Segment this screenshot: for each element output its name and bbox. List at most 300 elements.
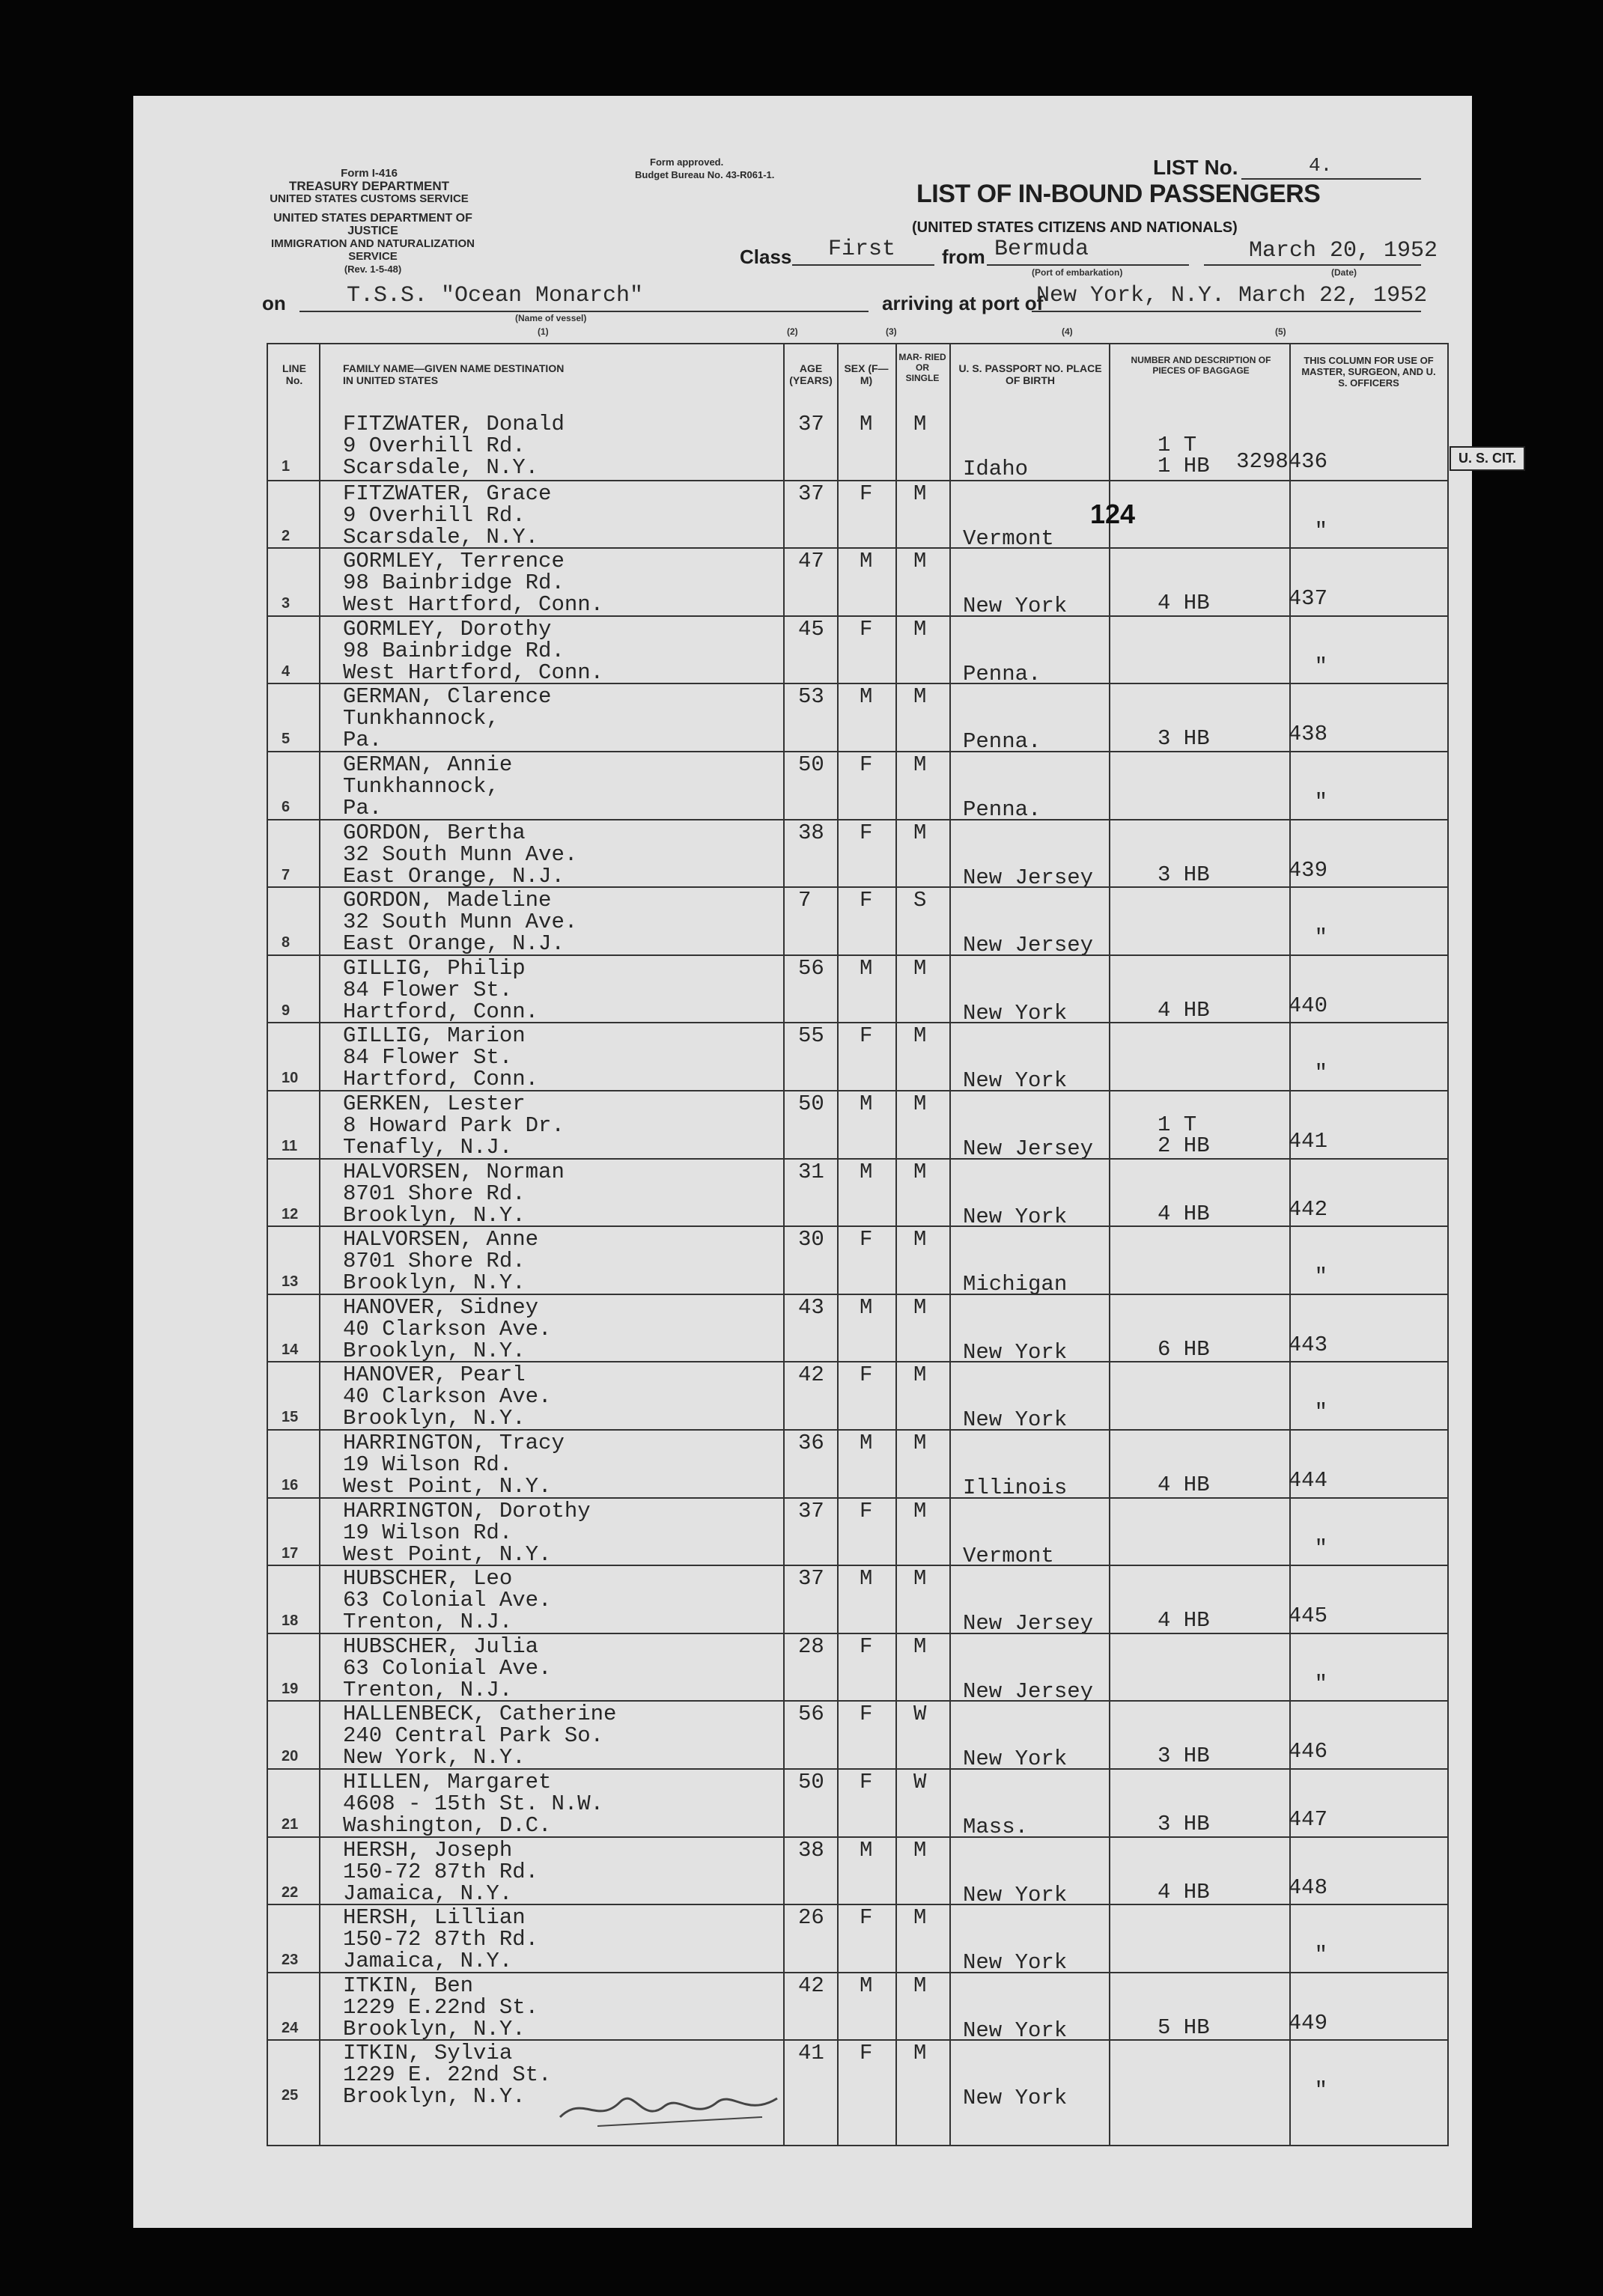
address-street: 32 South Munn Ave.	[343, 841, 578, 867]
line-number: 6	[282, 799, 291, 815]
sex-value: F	[860, 1498, 873, 1523]
marital-value: M	[913, 2041, 927, 2066]
table-row	[268, 954, 1447, 1026]
from-label: from	[942, 246, 985, 268]
header-passport: U. S. PASSPORT NO. PLACE OF BIRTH	[958, 362, 1102, 386]
officer-entry: "	[1314, 790, 1327, 814]
address-city: Tenafly, N.J.	[343, 1135, 513, 1160]
baggage-line2: 2 HB	[1158, 1133, 1210, 1158]
age-value: 7	[798, 888, 812, 913]
table-row	[268, 1158, 1447, 1227]
line-number: 11	[282, 1138, 298, 1154]
table-row	[268, 1633, 1447, 1702]
age-value: 37	[798, 1498, 824, 1523]
birthplace: New Jersey	[963, 933, 1094, 958]
age-value: 37	[798, 481, 824, 506]
sex-value: M	[860, 684, 873, 710]
table-row	[268, 1836, 1447, 1905]
table-row	[268, 1225, 1447, 1297]
line-number: 21	[282, 1816, 299, 1833]
birthplace: New York	[963, 2086, 1068, 2111]
marital-value: S	[913, 888, 927, 913]
birthplace: Vermont	[963, 1543, 1054, 1568]
age-value: 30	[798, 1227, 824, 1252]
marital-value: M	[913, 1566, 927, 1592]
budget-bureau: Budget Bureau No. 43-R061-1.	[635, 169, 775, 180]
sex-value: F	[860, 616, 873, 642]
sex-value: M	[860, 1973, 873, 1998]
age-value: 45	[798, 616, 824, 642]
marital-value: M	[913, 549, 927, 574]
list-no-label: LIST No.	[1153, 156, 1238, 179]
sex-value: M	[860, 412, 873, 436]
header-sex: SEX (F—M)	[844, 362, 889, 386]
address-city: Brooklyn, N.Y.	[343, 1406, 526, 1431]
line-number: 7	[282, 866, 291, 883]
birthplace: Vermont	[963, 526, 1054, 551]
address-street: 84 Flower St.	[343, 977, 513, 1002]
passenger-name: GILLIG, Marion	[343, 1023, 526, 1049]
baggage-line2: 1 HB	[1158, 454, 1210, 478]
address-street: 8701 Shore Rd.	[343, 1181, 526, 1206]
line-number: 25	[282, 2087, 299, 2104]
address-street: 9 Overhill Rd.	[343, 502, 526, 528]
marital-value: M	[913, 1159, 927, 1184]
birthplace: New York	[963, 1068, 1068, 1094]
marital-value: M	[913, 1905, 927, 1931]
header-baggage: NUMBER AND DESCRIPTION OF PIECES OF BAGGAGE	[1131, 355, 1271, 376]
line-number: 23	[282, 1952, 299, 1969]
address-street: 40 Clarkson Ave.	[343, 1384, 552, 1410]
vessel-caption: (Name of vessel)	[515, 313, 587, 323]
birthplace: Michigan	[963, 1272, 1068, 1297]
manifest-page	[133, 96, 1517, 2228]
header-officers: THIS COLUMN FOR USE OF MASTER, SURGEON, AND U. S. OFFICERS	[1301, 355, 1436, 389]
passenger-name: HERSH, Lillian	[343, 1905, 526, 1931]
table-row	[268, 615, 1447, 684]
officer-entry: "	[1314, 518, 1327, 543]
col-num-2: (2)	[787, 326, 798, 337]
age-value: 42	[798, 1973, 824, 1998]
justice-department: UNITED STATES DEPARTMENT OF JUSTICE	[273, 212, 472, 237]
customs-service: UNITED STATES CUSTOMS SERVICE	[270, 192, 469, 205]
table-row	[268, 886, 1447, 958]
sex-value: M	[860, 1091, 873, 1116]
sex-value: F	[860, 1770, 873, 1794]
birthplace: Mass.	[963, 1815, 1029, 1839]
baggage-line2: 4 HB	[1158, 591, 1210, 616]
address-city: Brooklyn, N.Y.	[343, 2084, 526, 2110]
officer-entry: 437	[1288, 586, 1327, 612]
list-no-value: 4.	[1309, 154, 1333, 177]
marital-value: M	[913, 1294, 927, 1320]
address-street: 8 Howard Park Dr.	[343, 1113, 565, 1138]
line-number: 18	[282, 1613, 299, 1630]
form-agency-block	[261, 167, 478, 205]
col-num-1: (1)	[538, 326, 549, 337]
passenger-name: GILLIG, Philip	[343, 955, 526, 981]
birthplace: New York	[963, 1882, 1068, 1907]
birthplace: New York	[963, 1747, 1068, 1772]
table-row	[268, 1429, 1447, 1498]
address-city: Trenton, N.J.	[343, 1677, 513, 1702]
marital-value: M	[913, 481, 927, 506]
class-line	[792, 264, 934, 266]
officer-entry: "	[1314, 1400, 1327, 1425]
address-street: 1229 E.22nd St.	[343, 1994, 539, 2020]
marital-value: M	[913, 752, 927, 777]
marital-value: M	[913, 412, 927, 436]
address-street: 19 Wilson Rd.	[343, 1520, 513, 1545]
table-row	[268, 1361, 1447, 1433]
table-row	[268, 1022, 1447, 1094]
officer-entry: "	[1314, 1671, 1327, 1696]
marital-value: M	[913, 1227, 927, 1252]
birthplace: New Jersey	[963, 1611, 1094, 1636]
address-city: West Point, N.Y.	[343, 1541, 552, 1567]
uscit-stamp: U. S. CIT.	[1450, 446, 1525, 471]
address-city: Brooklyn, N.Y.	[343, 2016, 526, 2041]
officer-entry: 445	[1288, 1604, 1327, 1629]
baggage-line2: 4 HB	[1158, 1608, 1210, 1633]
birthplace: New York	[963, 1204, 1068, 1229]
date-caption: (Date)	[1331, 267, 1357, 278]
passenger-name: GERKEN, Lester	[343, 1091, 526, 1116]
table-row	[268, 1497, 1447, 1566]
birthplace: New York	[963, 2018, 1068, 2043]
line-number: 2	[282, 527, 291, 544]
col-num-3: (3)	[886, 326, 897, 337]
sex-value: M	[860, 1566, 873, 1592]
passenger-name: HILLEN, Margaret	[343, 1770, 552, 1794]
officer-entry: 444	[1288, 1468, 1327, 1493]
officer-entry: 446	[1288, 1739, 1327, 1764]
passenger-name: GORMLEY, Terrence	[343, 549, 565, 574]
officer-entry: "	[1314, 2078, 1327, 2104]
birthplace: Penna.	[963, 661, 1041, 686]
page-stamp-number: 124	[1090, 499, 1136, 529]
address-city: Scarsdale, N.Y.	[343, 455, 539, 480]
baggage-line2: 5 HB	[1158, 2015, 1210, 2040]
arrival-port-date: New York, N.Y. March 22, 1952	[1036, 283, 1428, 308]
age-value: 50	[798, 1091, 824, 1116]
address-street: 98 Bainbridge Rd.	[343, 570, 565, 596]
baggage-line2: 3 HB	[1158, 726, 1210, 752]
officer-entry: 440	[1288, 993, 1327, 1018]
port-caption: (Port of embarkation)	[1032, 267, 1123, 278]
line-number: 20	[282, 1748, 299, 1765]
officer-entry: "	[1314, 925, 1327, 951]
address-city: Pa.	[343, 796, 383, 820]
age-value: 28	[798, 1633, 824, 1659]
col-num-5: (5)	[1275, 326, 1286, 337]
marital-value: M	[913, 1431, 927, 1455]
marital-value: M	[913, 1498, 927, 1523]
marital-value: M	[913, 1633, 927, 1659]
birthplace: New Jersey	[963, 865, 1094, 890]
line-number: 19	[282, 1680, 299, 1697]
marital-value: M	[913, 955, 927, 981]
address-street: 40 Clarkson Ave.	[343, 1316, 552, 1342]
age-value: 38	[798, 1837, 824, 1863]
address-street: 1229 E. 22nd St.	[343, 2062, 552, 2088]
officer-entry: "	[1314, 1061, 1327, 1086]
address-street: 150-72 87th Rd.	[343, 1859, 539, 1884]
baggage-line1: 1 T	[1158, 1112, 1197, 1137]
passenger-name: ITKIN, Ben	[343, 1973, 474, 1998]
birthplace: New York	[963, 1950, 1068, 1976]
address-city: Jamaica, N.Y.	[343, 1949, 513, 1974]
age-value: 50	[798, 752, 824, 777]
age-value: 43	[798, 1294, 824, 1320]
arriving-label: arriving at port of	[882, 292, 1044, 314]
age-value: 42	[798, 1362, 824, 1388]
officer-entry: 439	[1288, 857, 1327, 883]
marital-value: M	[913, 820, 927, 845]
address-street: 9 Overhill Rd.	[343, 433, 526, 458]
sex-value: F	[860, 481, 873, 506]
passenger-name: HANOVER, Pearl	[343, 1362, 526, 1388]
sex-value: M	[860, 1294, 873, 1320]
address-city: Brooklyn, N.Y.	[343, 1270, 526, 1296]
baggage-line2: 4 HB	[1158, 1201, 1210, 1226]
sex-value: F	[860, 2041, 873, 2066]
marital-value: W	[913, 1702, 927, 1727]
passenger-name: GERMAN, Annie	[343, 752, 513, 777]
arrival-line	[1032, 311, 1421, 312]
vessel-name: T.S.S. "Ocean Monarch"	[347, 283, 644, 308]
age-value: 47	[798, 549, 824, 574]
passenger-name: GORDON, Madeline	[343, 888, 552, 913]
ins-service: IMMIGRATION AND NATURALIZATION SERVICE	[271, 237, 475, 263]
age-value: 26	[798, 1905, 824, 1931]
sex-value: M	[860, 1431, 873, 1455]
line-number: 14	[282, 1341, 299, 1358]
birthplace: Penna.	[963, 797, 1041, 822]
passenger-name: HALVORSEN, Norman	[343, 1159, 565, 1184]
table-row	[268, 1972, 1447, 2041]
officer-entry: "	[1314, 1264, 1327, 1290]
address-city: Brooklyn, N.Y.	[343, 1202, 526, 1228]
treasury-department: TREASURY DEPARTMENT	[288, 179, 450, 193]
address-street: 19 Wilson Rd.	[343, 1452, 513, 1477]
address-street: 4608 - 15th St. N.W.	[343, 1791, 604, 1816]
table-row	[268, 1565, 1447, 1636]
sex-value: M	[860, 955, 873, 981]
passenger-name: HANOVER, Sidney	[343, 1294, 539, 1320]
line-number: 5	[282, 731, 291, 748]
birthplace: New York	[963, 594, 1068, 619]
table-row	[268, 2039, 1447, 2111]
age-value: 37	[798, 1566, 824, 1592]
table-row	[268, 1768, 1447, 1837]
address-city: Pa.	[343, 728, 383, 753]
sex-value: F	[860, 1023, 873, 1049]
passenger-table	[267, 343, 1517, 2146]
col-num-4: (4)	[1062, 326, 1073, 337]
marital-value: M	[913, 1362, 927, 1388]
passenger-name: HERSH, Joseph	[343, 1837, 513, 1863]
header-married: MAR- RIED OR SINGLE	[898, 352, 946, 383]
date-line	[1204, 264, 1421, 266]
address-street: Tunkhannock,	[343, 774, 499, 799]
line-number: 22	[282, 1884, 299, 1901]
marital-value: M	[913, 1973, 927, 1998]
class-value: First	[828, 237, 896, 262]
passenger-name: HALLENBECK, Catherine	[343, 1702, 617, 1727]
marital-value: M	[913, 1837, 927, 1863]
on-label: on	[262, 292, 286, 314]
baggage-line2: 4 HB	[1158, 1879, 1210, 1904]
officer-entry: 443	[1288, 1332, 1327, 1357]
header-line-no: LINE No.	[282, 362, 306, 386]
passenger-name: FITZWATER, Donald	[343, 412, 565, 436]
line-number: 15	[282, 1409, 299, 1426]
birthplace: Penna.	[963, 729, 1041, 755]
header-age: AGE (YEARS)	[789, 362, 833, 386]
birthplace: New York	[963, 1000, 1068, 1026]
address-city: West Hartford, Conn.	[343, 592, 604, 618]
sex-value: F	[860, 820, 873, 845]
justice-block	[253, 212, 493, 275]
line-number: 4	[282, 663, 291, 680]
address-city: Trenton, N.J.	[343, 1610, 513, 1635]
line-number: 13	[282, 1273, 299, 1291]
table-row	[268, 1090, 1447, 1159]
age-value: 38	[798, 820, 824, 845]
line-number: 1	[282, 458, 291, 475]
address-street: 32 South Munn Ave.	[343, 910, 578, 935]
baggage-line2: 3 HB	[1158, 1744, 1210, 1769]
marital-value: M	[913, 1091, 927, 1116]
age-value: 36	[798, 1431, 824, 1455]
officer-entry: "	[1314, 1943, 1327, 1968]
marital-value: W	[913, 1770, 927, 1794]
address-city: East Orange, N.J.	[343, 863, 565, 889]
table-row	[268, 412, 1447, 479]
table-row	[268, 751, 1447, 820]
marital-value: M	[913, 616, 927, 642]
address-street: 63 Colonial Ave.	[343, 1655, 552, 1681]
address-street: 150-72 87th Rd.	[343, 1927, 539, 1952]
passenger-name: FITZWATER, Grace	[343, 481, 552, 506]
baggage-line2: 4 HB	[1158, 1473, 1210, 1497]
passenger-name: GORDON, Bertha	[343, 820, 526, 845]
age-value: 31	[798, 1159, 824, 1184]
officer-entry: 448	[1288, 1875, 1327, 1900]
address-city: Hartford, Conn.	[343, 1067, 539, 1092]
baggage-line2: 6 HB	[1158, 1336, 1210, 1362]
officer-entry: 447	[1288, 1807, 1327, 1832]
passenger-name: GERMAN, Clarence	[343, 684, 552, 710]
table-row	[268, 819, 1447, 888]
table-row	[268, 480, 1447, 549]
table-row	[268, 683, 1447, 755]
line-number: 9	[282, 1002, 291, 1019]
sex-value: F	[860, 888, 873, 913]
officer-entry: "	[1314, 654, 1327, 679]
age-value: 53	[798, 684, 824, 710]
line-number: 24	[282, 2019, 299, 2036]
form-number: Form I-416	[341, 167, 398, 180]
address-city: Washington, D.C.	[343, 1813, 552, 1838]
address-city: East Orange, N.J.	[343, 931, 565, 957]
address-city: West Point, N.Y.	[343, 1474, 552, 1499]
sex-value: M	[860, 1837, 873, 1863]
passenger-name: HALVORSEN, Anne	[343, 1227, 539, 1252]
birthplace: New Jersey	[963, 1678, 1094, 1704]
passenger-name: HARRINGTON, Tracy	[343, 1431, 565, 1455]
age-value: 55	[798, 1023, 824, 1049]
age-value: 56	[798, 1702, 824, 1727]
officer-entry: 438	[1288, 722, 1327, 747]
line-number: 10	[282, 1070, 299, 1087]
table-row	[268, 1904, 1447, 1976]
line-number: 12	[282, 1205, 299, 1222]
baggage-line2: 3 HB	[1158, 1812, 1210, 1836]
address-city: Scarsdale, N.Y.	[343, 524, 539, 549]
age-value: 56	[798, 955, 824, 981]
sex-value: F	[860, 1905, 873, 1931]
address-city: New York, N.Y.	[343, 1745, 526, 1770]
table-row	[268, 1294, 1447, 1365]
table-row	[268, 1700, 1447, 1772]
address-city: Hartford, Conn.	[343, 999, 539, 1024]
baggage-line2: 3 HB	[1158, 862, 1210, 887]
address-street: 240 Central Park So.	[343, 1723, 604, 1749]
officer-entry: 441	[1288, 1129, 1327, 1154]
form-approved: Form approved.	[650, 156, 724, 168]
sex-value: M	[860, 1159, 873, 1184]
form-revision: (Rev. 1-5-48)	[344, 264, 402, 275]
sex-value: F	[860, 1633, 873, 1659]
marital-value: M	[913, 1023, 927, 1049]
line-number: 16	[282, 1477, 299, 1493]
approval-block	[635, 156, 860, 181]
from-line	[987, 264, 1189, 266]
table-row	[268, 547, 1447, 619]
class-label: Class	[740, 246, 792, 268]
address-street: 8701 Shore Rd.	[343, 1249, 526, 1274]
sex-value: F	[860, 1362, 873, 1388]
address-street: 84 Flower St.	[343, 1045, 513, 1071]
address-street: 98 Bainbridge Rd.	[343, 638, 565, 663]
birthplace: Illinois	[963, 1476, 1068, 1500]
list-title: LIST OF IN-BOUND PASSENGERS	[916, 180, 1321, 208]
passenger-name: ITKIN, Sylvia	[343, 2041, 513, 2066]
birthplace: Idaho	[963, 457, 1029, 481]
line-number: 17	[282, 1544, 299, 1562]
departure-date: March 20, 1952	[1249, 238, 1438, 264]
list-subtitle: (UNITED STATES CITIZENS AND NATIONALS)	[912, 219, 1238, 236]
address-city: Jamaica, N.Y.	[343, 1881, 513, 1906]
vessel-line	[299, 311, 869, 312]
sex-value: F	[860, 1702, 873, 1727]
address-street: 63 Colonial Ave.	[343, 1588, 552, 1613]
birthplace: New York	[963, 1339, 1068, 1365]
from-value: Bermuda	[994, 237, 1089, 262]
sex-value: F	[860, 1227, 873, 1252]
officer-entry: 3298436	[1236, 449, 1327, 474]
baggage-line1: 1 T	[1158, 433, 1197, 457]
header-name: FAMILY NAME—GIVEN NAME DESTINATION IN UNITED STATES	[343, 362, 565, 386]
baggage-line2: 4 HB	[1158, 997, 1210, 1023]
passenger-name: HUBSCHER, Julia	[343, 1633, 539, 1659]
line-number: 8	[282, 934, 291, 951]
line-number: 3	[282, 595, 291, 612]
age-value: 41	[798, 2041, 824, 2066]
passenger-name: HARRINGTON, Dorothy	[343, 1498, 591, 1523]
